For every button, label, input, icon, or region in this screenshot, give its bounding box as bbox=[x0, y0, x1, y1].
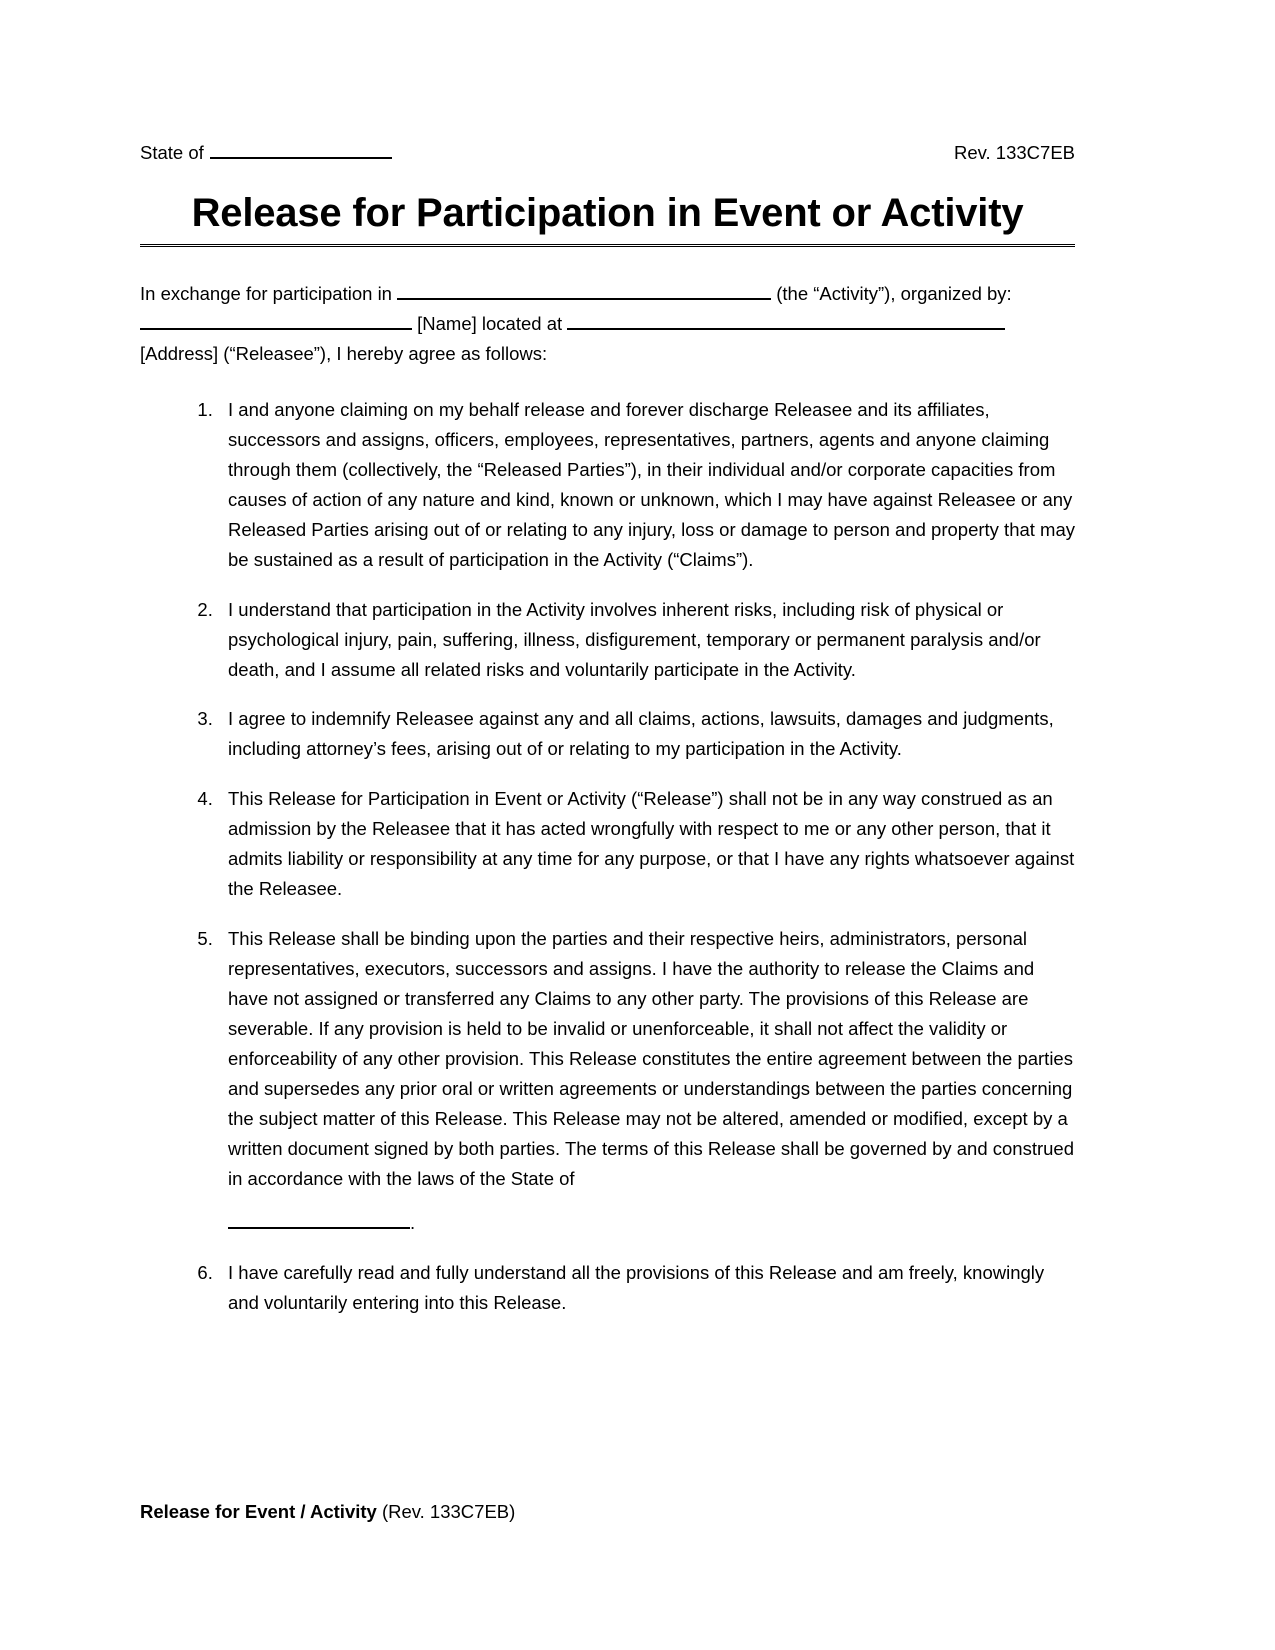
clause-item-1 bbox=[218, 395, 1075, 575]
clause-text-1: I and anyone claiming on my behalf release and forever discharge Releasee and its affiliates, successors and assigns, officers, employees, representatives, partners, agents and anyone claiming through them (collectively, the “Released Parties”), in their individual and/or corporate capacities from causes of action of any nature and kind, known or unknown, which I may have against Releasee or any Released Parties arising out of or relating to any injury, loss or damage to person and property that may be sustained as a result of participation in the Activity (“Claims”). bbox=[228, 398, 1075, 570]
clause-list bbox=[140, 395, 1075, 1318]
clause-text-3: I agree to indemnify Releasee against any and all claims, actions, lawsuits, damages and judgments, including attorney’s fees, arising out of or relating to my participation in the Activity. bbox=[228, 708, 1054, 760]
clause-text-6: I have carefully read and fully understand all the provisions of this Release and am freely, knowingly and voluntarily entering into this Release. bbox=[228, 1261, 1045, 1313]
activity-name-blank-input[interactable] bbox=[397, 281, 771, 300]
page-title: Release for Participation in Event or Activity bbox=[140, 191, 1075, 247]
intro-text-part3: [Name] located at bbox=[417, 312, 563, 334]
governing-law-state-blank-input[interactable] bbox=[228, 1210, 410, 1229]
clause-text-4: This Release for Participation in Event or Activity (“Release”) shall not be in any way construed as an admission by the Releasee that it has acted wrongfully with respect to me or any other person, that it admits liability or responsibility at any time for any purpose, or that I have any rights whatsoever against the Releasee. bbox=[228, 788, 1075, 900]
page-footer bbox=[140, 1500, 515, 1524]
state-label: State of bbox=[140, 142, 204, 164]
revision-id: Rev. 133C7EB bbox=[954, 142, 1075, 164]
clause-item-4 bbox=[218, 784, 1075, 904]
footer-title: Release for Event / Activity bbox=[140, 1501, 377, 1522]
clause-text-5: This Release shall be binding upon the parties and their respective heirs, administrators, personal representatives, executors, successors and assigns. I have the authority to release the Claims and have not assigned or transferred any Claims to any other party. The provisions of this Release are severable. If any provision is held to be invalid or unenforceable, it shall not affect the validity or enforceability of any other provision. This Release constitutes the entire agreement between the parties and supersedes any prior oral or written agreements or understandings between the parties concerning the subject matter of this Release. This Release may not be altered, amended or modified, except by a written document signed by both parties. The terms of this Release shall be governed by and construed in accordance with the laws of the State of bbox=[228, 928, 1075, 1190]
state-field-group bbox=[140, 140, 392, 165]
document-body bbox=[140, 140, 1075, 1318]
intro-text-part2: (the “Activity”), organized by: bbox=[776, 282, 1012, 304]
intro-paragraph bbox=[140, 279, 1075, 369]
governing-law-period: . bbox=[410, 1212, 416, 1234]
footer-revision: (Rev. 133C7EB) bbox=[376, 1501, 516, 1522]
title-block bbox=[140, 191, 1075, 247]
clause-text-2: I understand that participation in the Activity involves inherent risks, including risk of physical or psychological injury, pain, suffering, illness, disfigurement, temporary or permanent paralysis and/or death, and I assume all related risks and voluntarily participate in the Activity. bbox=[228, 598, 1041, 680]
state-blank-input[interactable] bbox=[210, 140, 392, 159]
clause-item-5 bbox=[218, 924, 1075, 1238]
document-header bbox=[140, 140, 1075, 165]
clause-item-3 bbox=[218, 704, 1075, 764]
intro-text-part1: In exchange for participation in bbox=[140, 282, 392, 304]
organizer-address-blank-input[interactable] bbox=[567, 311, 1005, 330]
clause-item-2 bbox=[218, 595, 1075, 685]
clause-item-6 bbox=[218, 1258, 1075, 1318]
governing-law-state-line bbox=[228, 1208, 1075, 1238]
organizer-name-blank-input[interactable] bbox=[140, 311, 412, 330]
intro-text-part4: [Address] (“Releasee”), I hereby agree as follows: bbox=[140, 342, 548, 364]
